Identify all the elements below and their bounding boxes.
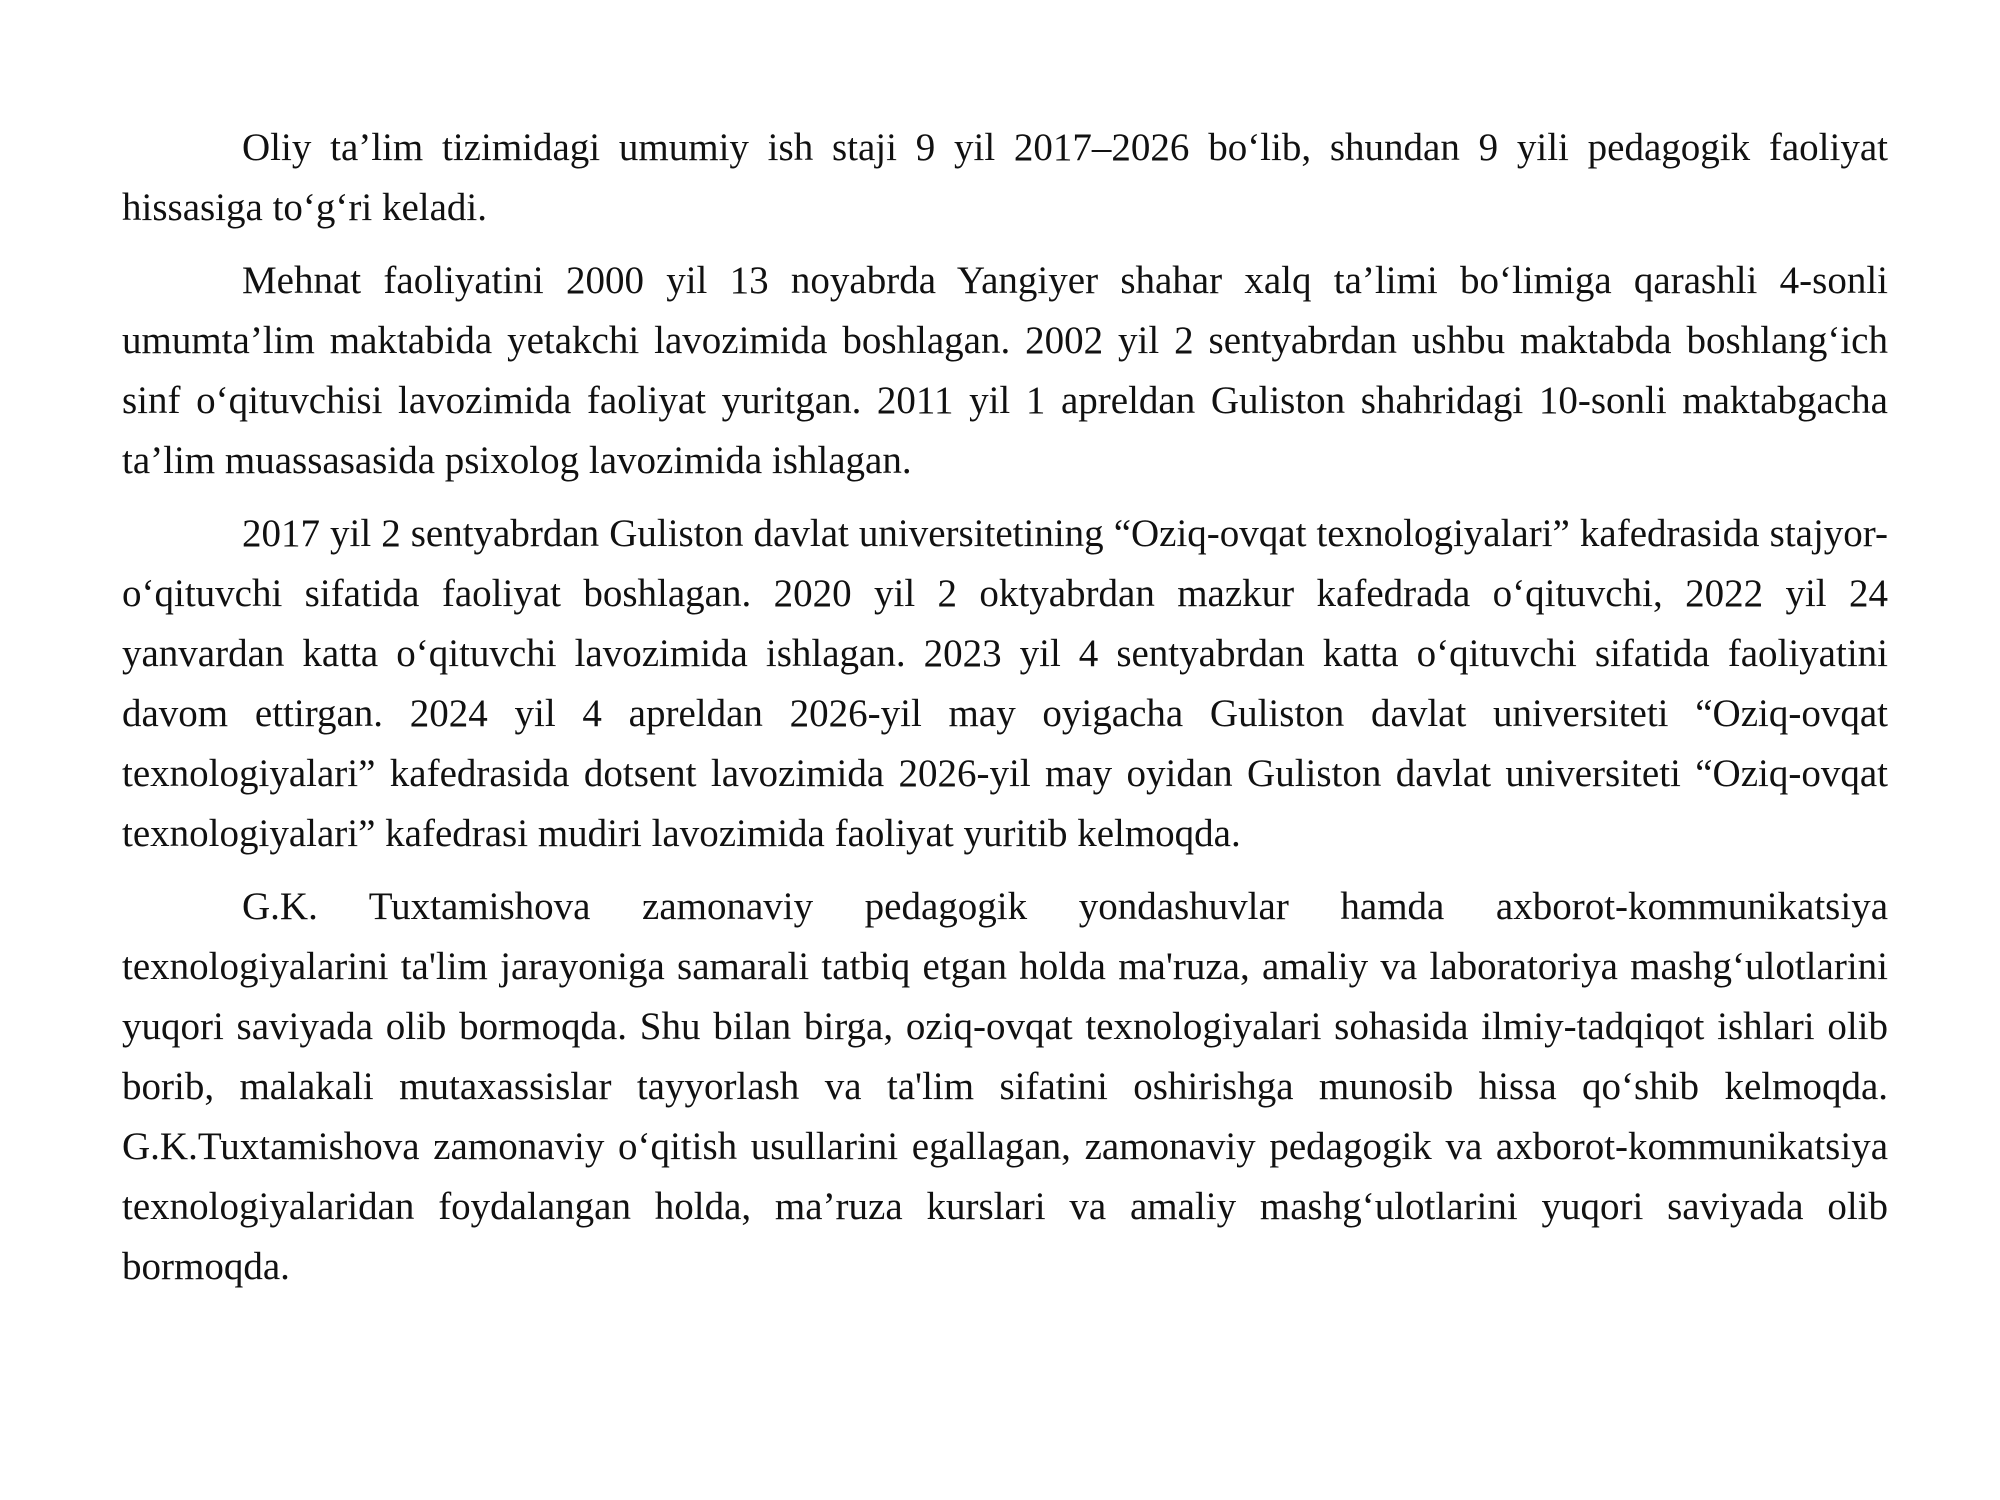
document-body	[122, 118, 1888, 1310]
paragraph-early-career: Mehnat faoliyatini 2000 yil 13 noyabrda Yangiyer shahar xalq ta’limi bo‘limiga qarashli 4-sonli umumta’lim maktabida yetakchi lavozimida boshlagan. 2002 yil 2 sentyabrdan ushbu maktabda boshlang‘ich sinf o‘qituvchisi lavozimida faoliyat yuritgan. 2011 yil 1 apreldan Guliston shahridagi 10-sonli maktabgacha ta’lim muassasasida psixolog lavozimida ishlagan.	[122, 259, 1888, 482]
paragraph-university-career: 2017 yil 2 sentyabrdan Guliston davlat universitetining “Oziq-ovqat texnologiyalari” kafedrasida stajyor-o‘qituvchi sifatida faoliyat boshlagan. 2020 yil 2 oktyabrdan mazkur kafedrada o‘qituvchi, 2022 yil 24 yanvardan katta o‘qituvchi lavozimida ishlagan. 2023 yil 4 sentyabrdan katta o‘qituvchi sifatida faoliyatini davom ettirgan. 2024 yil 4 apreldan 2026-yil may oyigacha Guliston davlat universiteti “Oziq-ovqat texnologiyalari” kafedrasida dotsent lavozimida 2026-yil may oyidan Guliston davlat universiteti “Oziq-ovqat texnologiyalari” kafedrasi mudiri lavozimida faoliyat yuritib kelmoqda.	[122, 512, 1888, 855]
paragraph-work-experience: Oliy ta’lim tizimidagi umumiy ish staji 9 yil 2017–2026 bo‘lib, shundan 9 yili pedagogik faoliyat hissasiga to‘g‘ri keladi.	[122, 126, 1888, 229]
paragraph-teaching-activity: G.K. Tuxtamishova zamonaviy pedagogik yondashuvlar hamda axborot-kommunikatsiya texnologiyalarini ta'lim jarayoniga samarali tatbiq etgan holda ma'ruza, amaliy va laboratoriya mashg‘ulotlarini yuqori saviyada olib bormoqda. Shu bilan birga, oziq-ovqat texnologiyalari sohasida ilmiy-tadqiqot ishlari olib borib, malakali mutaxassislar tayyorlash va ta'lim sifatini oshirishga munosib hissa qo‘shib kelmoqda. G.K.Tuxtamishova zamonaviy o‘qitish usullarini egallagan, zamonaviy pedagogik va axborot-kommunikatsiya texnologiyalaridan foydalangan holda, ma’ruza kurslari va amaliy mashg‘ulotlarini yuqori saviyada olib bormoqda.	[122, 885, 1888, 1288]
